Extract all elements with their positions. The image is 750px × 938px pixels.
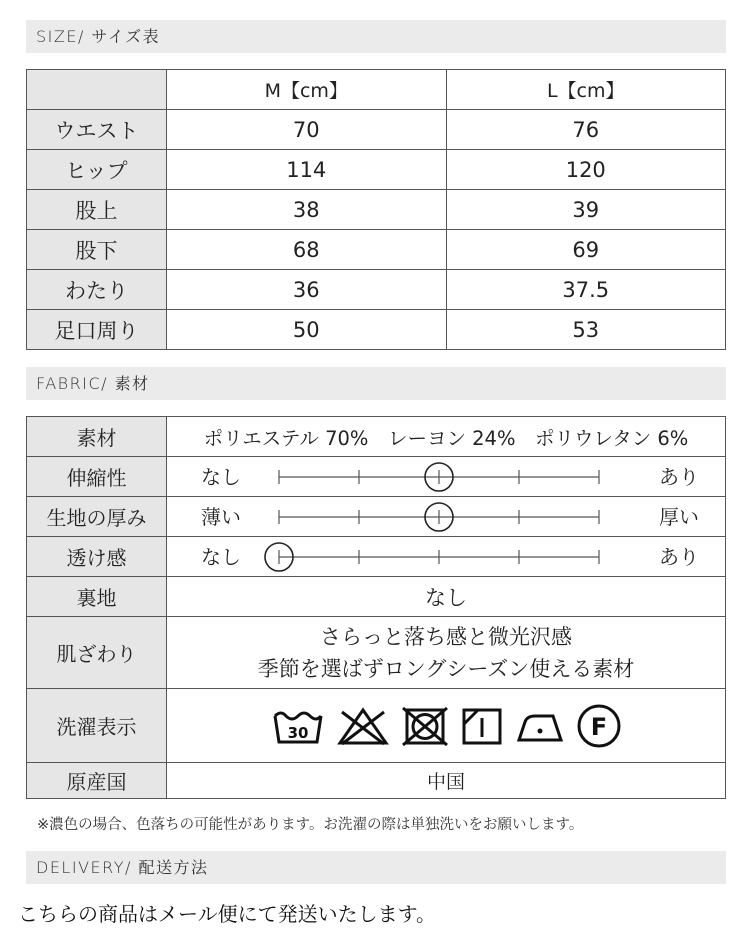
size-row-label: 股上 [27,190,167,230]
delivery-section-header: DELIVERY/ 配送方法 [26,851,726,884]
size-value-l: 76 [446,110,726,150]
dry-clean-f-icon [576,703,622,749]
care-icons-cell [167,689,726,763]
table-row [27,617,726,689]
size-table-header-row [27,70,726,110]
origin-value: 中国 [167,763,726,799]
table-row [27,763,726,799]
sheerness-label: 透け感 [27,537,167,577]
size-header-m: M【cm】 [167,70,447,110]
table-row [27,417,726,457]
drip-dry-shade-icon [460,706,504,746]
size-table [26,69,726,350]
table-row [27,270,726,310]
size-row-label: ウエスト [27,110,167,150]
size-header-corner [27,70,167,110]
no-bleach-icon [336,706,390,746]
table-row [27,110,726,150]
size-value-m: 38 [167,190,447,230]
size-value-m: 50 [167,310,447,350]
lining-label: 裏地 [27,577,167,617]
scale-high-label: あり [659,544,699,569]
sheerness-scale [167,537,726,577]
fabric-section-header: FABRIC/ 素材 [26,367,726,400]
table-row [27,230,726,270]
size-section-header: SIZE/ サイズ表 [26,20,726,53]
size-row-label: ヒップ [27,150,167,190]
size-value-m: 68 [167,230,447,270]
table-row [27,190,726,230]
origin-label: 原産国 [27,763,167,799]
size-row-label: 足口周り [27,310,167,350]
table-row [27,497,726,537]
thickness-scale-track [261,501,617,533]
size-value-m: 36 [167,270,447,310]
size-value-l: 120 [446,150,726,190]
material-value: ポリエステル 70% レーヨン 24% ポリウレタン 6% [167,417,726,457]
stretch-label: 伸縮性 [27,457,167,497]
delivery-text: こちらの商品はメール便にて発送いたします。 [18,902,436,926]
table-row [27,537,726,577]
lining-value: なし [167,577,726,617]
size-value-l: 53 [446,310,726,350]
dry-clean-f-text: F [590,712,607,741]
feel-line-1: さらっと落ち感と微光沢感 [320,624,572,649]
stretch-scale [167,457,726,497]
material-label: 素材 [27,417,167,457]
feel-value [167,617,726,689]
scale-low-label: なし [201,464,241,489]
size-value-m: 70 [167,110,447,150]
table-row [27,310,726,350]
table-row [27,457,726,497]
stretch-scale-track [261,461,617,493]
fabric-table [26,416,726,799]
table-row [27,689,726,763]
size-value-l: 37.5 [446,270,726,310]
wash-temp-text: 30 [287,723,308,742]
size-value-l: 39 [446,190,726,230]
thickness-scale [167,497,726,537]
wash-30-icon [271,706,325,746]
scale-low-label: 薄い [201,504,241,529]
size-row-label: 股下 [27,230,167,270]
table-row [27,577,726,617]
feel-label: 肌ざわり [27,617,167,689]
size-row-label: わたり [27,270,167,310]
table-row [27,150,726,190]
care-note: ※濃色の場合、色落ちの可能性があります。お洗濯の際は単独洗いをお願いします。 [37,817,584,833]
size-value-m: 114 [167,150,447,190]
low-iron-icon [515,706,565,746]
no-tumble-dry-icon [401,706,449,746]
care-label: 洗濯表示 [27,689,167,763]
size-value-l: 69 [446,230,726,270]
sheerness-scale-track [261,541,617,573]
scale-high-label: あり [659,464,699,489]
size-header-l: L【cm】 [446,70,726,110]
scale-high-label: 厚い [659,504,699,529]
scale-low-label: なし [201,544,241,569]
feel-line-2: 季節を選ばずロングシーズン使える素材 [257,656,635,681]
thickness-label: 生地の厚み [27,497,167,537]
